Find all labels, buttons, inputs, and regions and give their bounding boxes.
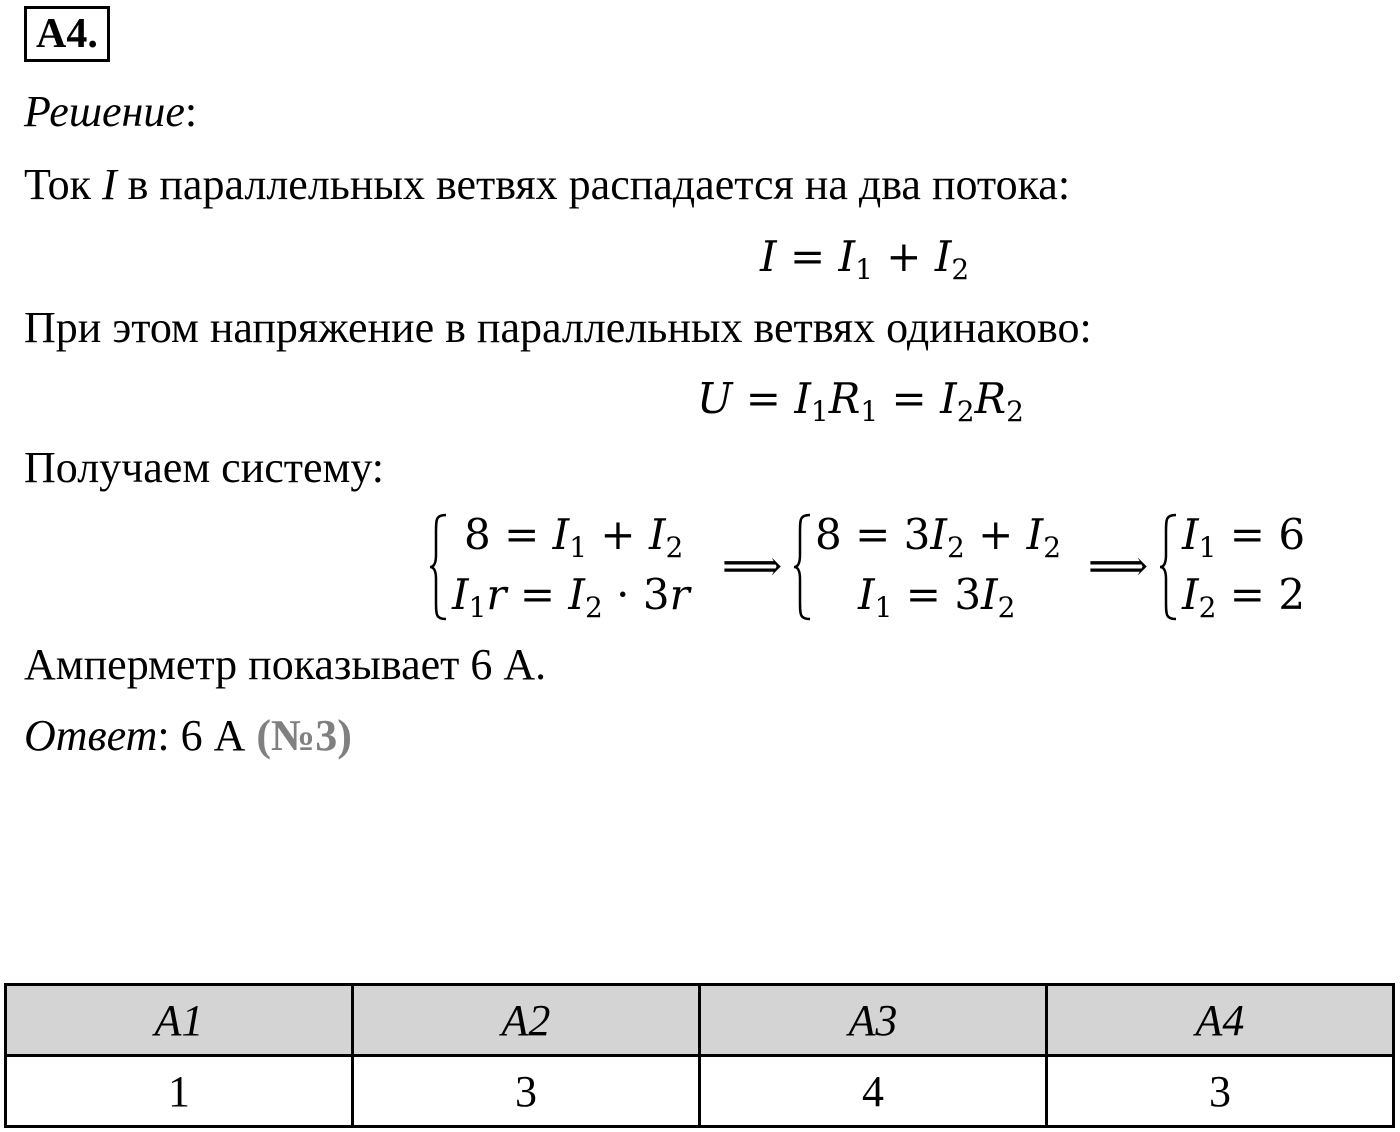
system-b-row1 [815,510,1062,564]
brace-icon [1158,513,1180,621]
eq2-sub-i2: 2 [956,395,975,428]
brace-icon [792,513,814,621]
sa1-i1: I [552,510,570,559]
text-line-ammeter: Амперметр показывает 6 А. [24,640,547,689]
answer-number: (№3) [256,711,352,760]
table-header-row [6,985,1394,1056]
eq2-sub-r2: 2 [1006,395,1024,428]
sb1-plus: + [964,510,1027,559]
answer-colon: : [157,711,181,760]
sc2-i: I [1182,570,1199,619]
text-line-voltage: При этом напряжение в параллельных ветвях одинаково: [24,303,1092,352]
implies-arrow-icon: ⟹ [722,541,783,590]
eq2-eq2: = [878,374,941,423]
table-row [6,1056,1394,1127]
eq2-sub-r1: 1 [860,395,879,428]
eq2-r1: R [828,374,861,423]
table-header-cell: A3 [700,985,1047,1056]
eq1-i1: I [838,232,856,281]
sb1-sub1: 2 [946,531,965,564]
sa2-i1: I [452,570,469,619]
eq1-sub2: 2 [951,253,970,286]
eq1-plus: + [872,232,935,281]
eq2-eq: = [732,374,795,423]
eq2-i1: I [794,374,811,423]
sb1-i2: I [1026,510,1044,559]
table-header-cell: A2 [353,985,700,1056]
answer-line [24,711,352,760]
eq1-i: I [760,232,777,281]
sc2-rhs: = 2 [1216,570,1306,619]
line1-pre: Ток [24,160,102,209]
text-line-system: Получаем систему: [24,443,385,492]
sb2-sub1: 1 [874,591,893,624]
eq2-r2: R [974,374,1007,423]
sc2-sub: 2 [1198,591,1217,624]
sb2-sub2: 2 [997,591,1016,624]
table-header-cell: A1 [6,985,353,1056]
table-cell: 4 [700,1056,1047,1127]
equation-voltage [697,374,1024,428]
sb1-lhs: 8 = 3 [815,510,931,559]
sa2-dot: · 3 [602,570,670,619]
sa2-r2: r [669,570,690,619]
eq2-sub-i1: 1 [810,395,829,428]
sa2-sub2: 2 [585,591,603,624]
sb2-eq: = 3 [892,570,982,619]
line1-post: в параллельных ветвях распадается на два потока: [116,160,1071,209]
table-header-cell: A4 [1047,985,1394,1056]
answer-value: 6 А [180,711,257,760]
eq1-i2: I [934,232,952,281]
answer-label: Ответ [24,711,158,760]
sc1-i: I [1182,510,1199,559]
sa1-plus: + [587,510,649,559]
table-cell: 1 [6,1056,353,1127]
solution-label: Решение [24,87,185,136]
table-cell: 3 [353,1056,700,1127]
system-c-row1 [1182,510,1306,564]
solution-colon: : [184,87,198,136]
system-b-row2 [858,570,1016,624]
sb2-i1: I [858,570,875,619]
sc1-sub: 1 [1198,531,1217,564]
sa1-sub2: 2 [665,531,684,564]
sa2-eq: = [506,570,569,619]
problem-label: А4. [24,6,110,62]
sa1-sub1: 1 [569,531,588,564]
sa1-i2: I [648,510,666,559]
sa2-r: r [486,570,507,619]
eq2-u: U [697,374,733,423]
eq2-i2: I [940,374,957,423]
sb1-sub2: 2 [1043,531,1062,564]
sb1-i1: I [930,510,947,559]
eq1-eq: = [776,232,839,281]
answers-table [4,983,1395,1128]
system-a-row1 [464,510,684,564]
sa2-sub1: 1 [468,591,487,624]
line1-var: I [101,160,117,209]
sa2-i2: I [568,570,585,619]
text-line-current [24,160,1071,209]
sa1-lhs: 8 = [464,510,553,559]
system-c-row2 [1182,570,1306,624]
implies-arrow-icon: ⟹ [1088,541,1149,590]
eq1-sub1: 1 [855,253,873,286]
sc1-rhs: = 6 [1216,510,1306,559]
table-cell: 3 [1047,1056,1394,1127]
sb2-i2: I [981,570,998,619]
equation-current-sum [760,232,970,286]
system-a-row2 [452,570,690,624]
brace-icon [428,513,450,621]
solution-heading [24,87,198,136]
